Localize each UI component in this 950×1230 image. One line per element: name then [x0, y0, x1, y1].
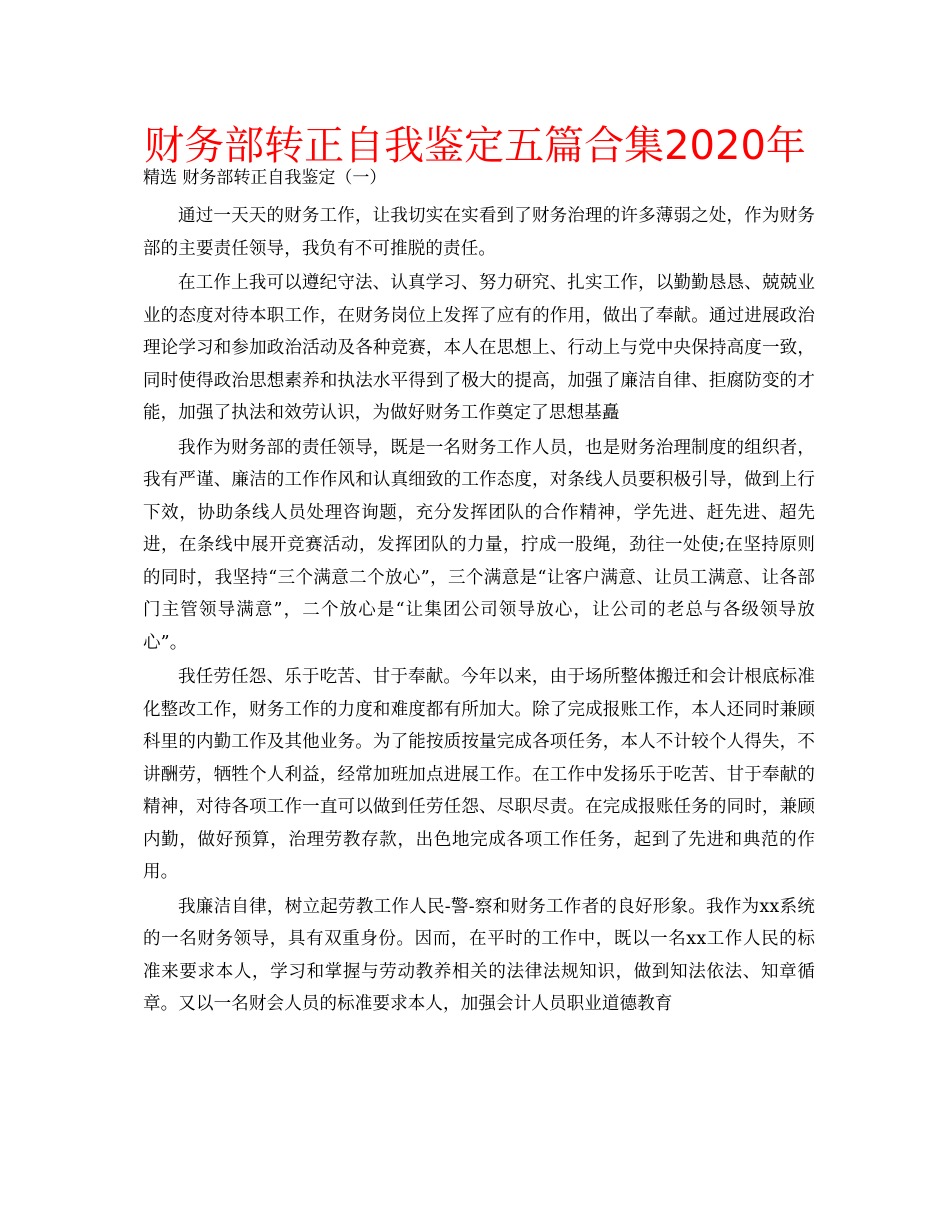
paragraph: 我廉洁自律，树立起劳教工作人民-警-察和财务工作者的良好形象。我作为xx系统的一名财务领导，具有双重身份。因而，在平时的工作中，既以一名xx工作人民的标准来要求本人，学习和掌握与劳动教养相关的法律法规知识，做到知法依法、知章循章。又以一名财会人员的标准要求本人，加强会计人员职业道德教育 — [143, 896, 815, 1014]
paragraph: 我作为财务部的责任领导，既是一名财务工作人员，也是财务治理制度的组织者，我有严谨、廉洁的工作作风和认真细致的工作态度，对条线人员要积极引导，做到上行下效，协助条线人员处理咨询题，充分发挥团队的合作精神，学先进、赶先进、超先进，在条线中展开竞赛活动，发挥团队的力量，拧成一股绳，劲往一处使;在坚持原则的同时，我坚持“三个满意二个放心”，三个满意是“让客户满意、让员工满意、让各部门主管领导满意”，二个放心是“让集团公司领导放心，让公司的老总与各级领导放心”。 — [143, 437, 815, 653]
paragraph: 我任劳任怨、乐于吃苦、甘于奉献。今年以来，由于场所整体搬迁和会计根底标准化整改工作，财务工作的力度和难度都有所加大。除了完成报账工作，本人还同时兼顾科里的内勤工作及其他业务。为了能按质按量完成各项任务，本人不计较个人得失，不讲酬劳，牺牲个人利益，经常加班加点进展工作。在工作中发扬乐于吃苦、甘于奉献的精神，对待各项工作一直可以做到任劳任怨、尽职尽责。在完成报账任务的同时，兼顾内勤，做好预算，治理劳教存款，出色地完成各项工作任务，起到了先进和典范的作用。 — [143, 667, 815, 882]
paragraph: 在工作上我可以遵纪守法、认真学习、努力研究、扎实工作，以勤勤恳恳、兢兢业业的态度对待本职工作，在财务岗位上发挥了应有的作用，做出了奉献。通过进展政治理论学习和参加政治活动及各种竞赛，本人在思想上、行动上与党中央保持高度一致，同时使得政治思想素养和执法水平得到了极大的提高，加强了廉洁自律、拒腐防变的才能，加强了执法和效劳认识，为做好财务工作奠定了思想基矗 — [143, 273, 815, 423]
document-subtitle: 精选 财务部转正自我鉴定（一） — [143, 168, 387, 188]
paragraph: 通过一天天的财务工作，让我切实在实看到了财务治理的许多薄弱之处，作为财务部的主要责任领导，我负有不可推脱的责任。 — [143, 206, 815, 259]
document-title: 财务部转正自我鉴定五篇合集2020年 — [144, 123, 806, 169]
document-body — [143, 200, 815, 1023]
